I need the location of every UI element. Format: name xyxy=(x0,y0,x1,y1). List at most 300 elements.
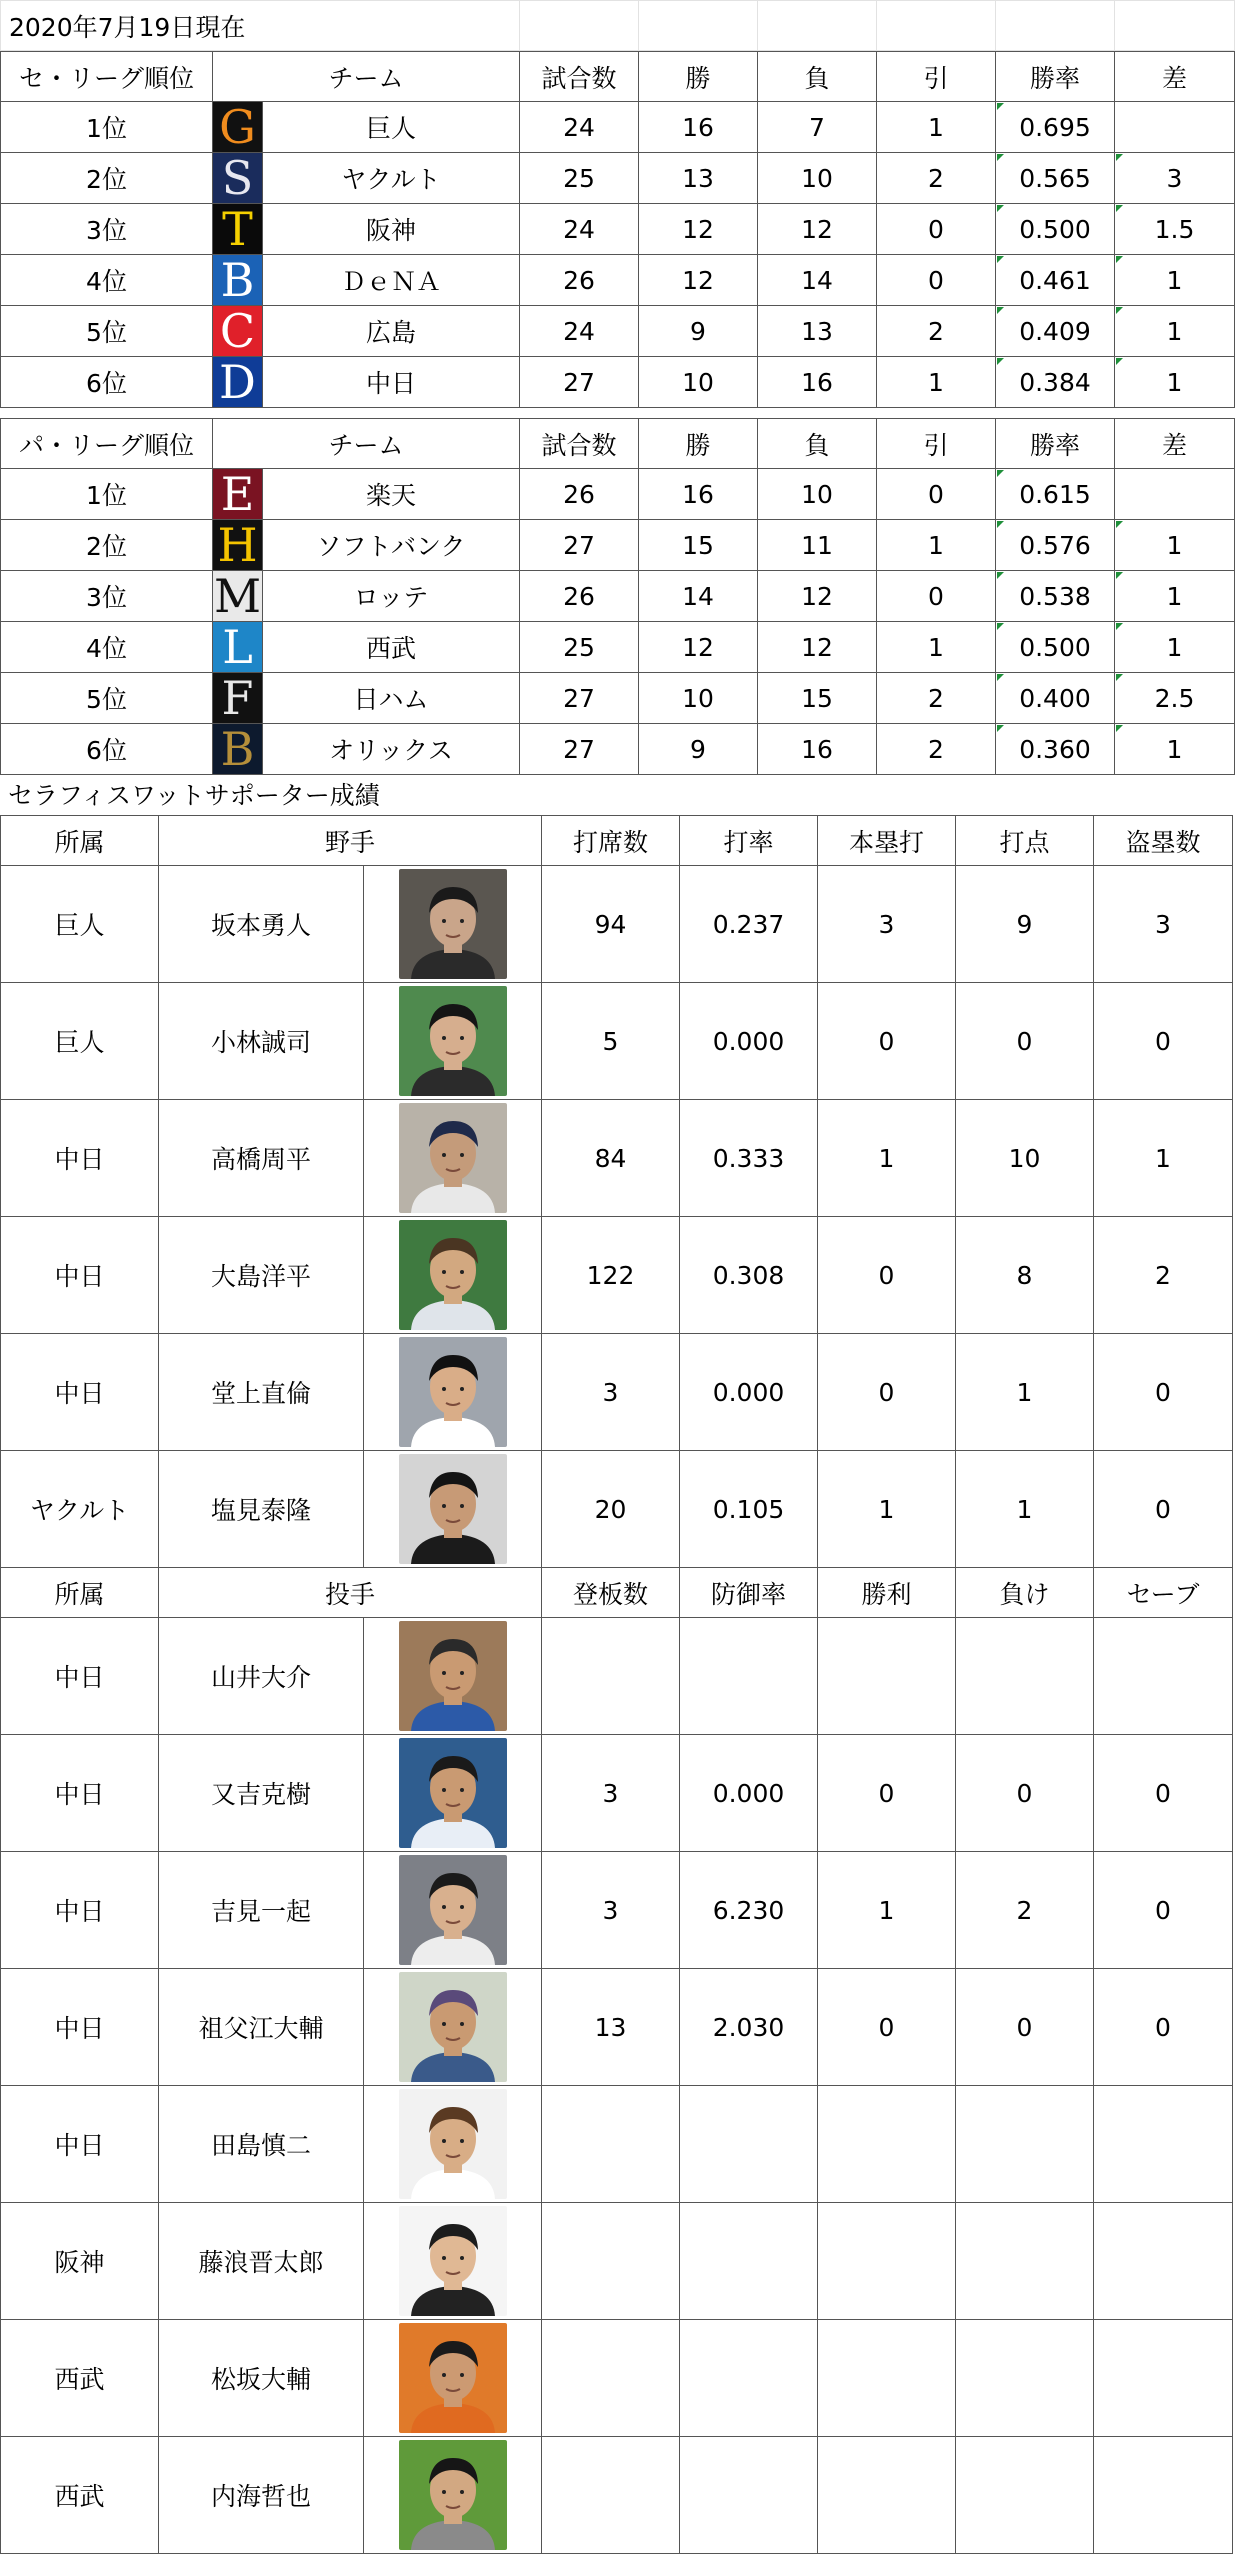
pitcher-row xyxy=(1,2320,1233,2437)
player-photo xyxy=(399,2089,507,2199)
team-name-cell: 中日 xyxy=(263,357,520,408)
team-logo-icon: B xyxy=(220,723,255,775)
batting-average-cell: 0.000 xyxy=(680,983,818,1100)
win-pct-cell: 0.384 xyxy=(996,357,1115,408)
pacific-league-standings xyxy=(0,418,1235,775)
affiliation-cell: 中日 xyxy=(1,1618,159,1735)
draws-cell: 0 xyxy=(877,571,996,622)
player-photo xyxy=(399,2206,507,2316)
appearances-cell: 3 xyxy=(542,1852,680,1969)
stolen-bases-cell: 0 xyxy=(1094,983,1233,1100)
player-photo-cell xyxy=(364,2203,542,2320)
win-pct-cell: 0.576 xyxy=(996,520,1115,571)
cell-marker-icon xyxy=(997,674,1004,681)
plate-appearances-cell: 3 xyxy=(542,1334,680,1451)
stolen-bases-cell: 3 xyxy=(1094,866,1233,983)
team-logo-cell xyxy=(213,571,263,622)
standings-row xyxy=(1,520,1235,571)
team-name-cell: 楽天 xyxy=(263,469,520,520)
rank-header: パ・リーグ順位 xyxy=(1,419,213,469)
games-cell: 24 xyxy=(520,102,639,153)
player-photo-cell xyxy=(364,1217,542,1334)
player-name-cell: 小林誠司 xyxy=(159,983,364,1100)
player-name-cell: 又吉克樹 xyxy=(159,1735,364,1852)
team-name-cell: 広島 xyxy=(263,306,520,357)
team-logo-cell xyxy=(213,724,263,775)
draws-cell: 0 xyxy=(877,204,996,255)
affiliation-cell: 中日 xyxy=(1,1735,159,1852)
player-name-cell: 塩見泰隆 xyxy=(159,1451,364,1568)
win-pct-cell: 0.400 xyxy=(996,673,1115,724)
team-name-cell: 巨人 xyxy=(263,102,520,153)
games-cell: 26 xyxy=(520,571,639,622)
losses-cell: 12 xyxy=(758,622,877,673)
pitcher-row xyxy=(1,1852,1233,1969)
era-cell: 0.000 xyxy=(680,1735,818,1852)
player-name-cell: 高橋周平 xyxy=(159,1100,364,1217)
affiliation-cell: 中日 xyxy=(1,1217,159,1334)
era-cell xyxy=(680,2086,818,2203)
batter-row xyxy=(1,1217,1233,1334)
standings-row xyxy=(1,724,1235,775)
losses-cell xyxy=(956,2203,1094,2320)
player-photo xyxy=(399,2440,507,2550)
plate-appearances-cell: 94 xyxy=(542,866,680,983)
rank-cell: 3位 xyxy=(1,571,213,622)
player-photo xyxy=(399,1738,507,1848)
team-name-cell: ヤクルト xyxy=(263,153,520,204)
standings-row xyxy=(1,102,1235,153)
win-pct-cell: 0.461 xyxy=(996,255,1115,306)
affiliation-cell: 西武 xyxy=(1,2320,159,2437)
appearances-cell xyxy=(542,2203,680,2320)
stolen-bases-cell: 0 xyxy=(1094,1334,1233,1451)
batter-row xyxy=(1,1334,1233,1451)
losses-cell: 13 xyxy=(758,306,877,357)
batter-row xyxy=(1,1100,1233,1217)
rbi-header: 打点 xyxy=(956,816,1094,866)
appearances-cell xyxy=(542,2437,680,2554)
rank-cell: 1位 xyxy=(1,102,213,153)
losses-cell: 14 xyxy=(758,255,877,306)
home-runs-cell: 0 xyxy=(818,1334,956,1451)
games-cell: 27 xyxy=(520,724,639,775)
team-logo-icon: M xyxy=(213,570,262,622)
games-behind-cell: 1 xyxy=(1115,357,1235,408)
wins-cell: 10 xyxy=(639,673,758,724)
saves-cell xyxy=(1094,2203,1233,2320)
wins-cell: 1 xyxy=(818,1852,956,1969)
era-cell: 2.030 xyxy=(680,1969,818,2086)
standings-row xyxy=(1,204,1235,255)
team-header: チーム xyxy=(213,419,520,469)
pitcher-row xyxy=(1,2086,1233,2203)
wins-cell: 16 xyxy=(639,102,758,153)
wins-header: 勝 xyxy=(639,419,758,469)
losses-cell: 12 xyxy=(758,204,877,255)
losses-cell: 0 xyxy=(956,1969,1094,2086)
games-cell: 27 xyxy=(520,673,639,724)
draws-cell: 2 xyxy=(877,724,996,775)
saves-cell: 0 xyxy=(1094,1852,1233,1969)
player-photo-cell xyxy=(364,1735,542,1852)
affiliation-cell: 中日 xyxy=(1,1969,159,2086)
player-photo xyxy=(399,1621,507,1731)
games-behind-cell: 3 xyxy=(1115,153,1235,204)
wins-cell: 0 xyxy=(818,1735,956,1852)
team-logo-cell xyxy=(213,520,263,571)
losses-cell: 11 xyxy=(758,520,877,571)
wins-cell: 12 xyxy=(639,204,758,255)
wins-cell: 12 xyxy=(639,255,758,306)
games-header: 試合数 xyxy=(520,419,639,469)
player-name-cell: 松坂大輔 xyxy=(159,2320,364,2437)
player-photo-cell xyxy=(364,1451,542,1568)
batting-average-cell: 0.308 xyxy=(680,1217,818,1334)
player-photo-cell xyxy=(364,1618,542,1735)
cell-marker-icon xyxy=(1116,572,1123,579)
losses-cell: 2 xyxy=(956,1852,1094,1969)
wins-cell xyxy=(818,2086,956,2203)
appearances-header: 登板数 xyxy=(542,1568,680,1618)
player-photo-cell xyxy=(364,1334,542,1451)
team-name-cell: ソフトバンク xyxy=(263,520,520,571)
win-pct-cell: 0.500 xyxy=(996,204,1115,255)
wins-cell xyxy=(818,2320,956,2437)
stolen-bases-header: 盗塁数 xyxy=(1094,816,1233,866)
stolen-bases-cell: 0 xyxy=(1094,1451,1233,1568)
saves-cell: 0 xyxy=(1094,1735,1233,1852)
team-logo-cell xyxy=(213,357,263,408)
losses-cell xyxy=(956,1618,1094,1735)
team-name-cell: 日ハム xyxy=(263,673,520,724)
games-cell: 26 xyxy=(520,255,639,306)
standings-row xyxy=(1,571,1235,622)
games-cell: 26 xyxy=(520,469,639,520)
team-logo-cell xyxy=(213,204,263,255)
team-name-cell: ＤｅＮＡ xyxy=(263,255,520,306)
draws-cell: 1 xyxy=(877,357,996,408)
draws-cell: 1 xyxy=(877,622,996,673)
team-logo-icon: H xyxy=(217,519,258,571)
saves-cell xyxy=(1094,2320,1233,2437)
rbi-cell: 1 xyxy=(956,1451,1094,1568)
rank-cell: 4位 xyxy=(1,255,213,306)
cell-marker-icon xyxy=(1116,307,1123,314)
plate-appearances-cell: 5 xyxy=(542,983,680,1100)
pitcher-header: 投手 xyxy=(159,1568,542,1618)
team-logo-cell xyxy=(213,255,263,306)
batting-average-cell: 0.237 xyxy=(680,866,818,983)
cell-marker-icon xyxy=(1116,154,1123,161)
home-runs-cell: 0 xyxy=(818,983,956,1100)
supporters-section-title: セラフィスワットサポーター成績 xyxy=(8,781,380,810)
appearances-cell: 3 xyxy=(542,1735,680,1852)
losses-header: 負 xyxy=(758,419,877,469)
stolen-bases-cell: 2 xyxy=(1094,1217,1233,1334)
home-runs-cell: 1 xyxy=(818,1100,956,1217)
pitcher-row xyxy=(1,2437,1233,2554)
player-header: 野手 xyxy=(159,816,542,866)
team-logo-cell xyxy=(213,673,263,724)
affiliation-cell: 阪神 xyxy=(1,2203,159,2320)
games-behind-cell: 1 xyxy=(1115,622,1235,673)
pct-header: 勝率 xyxy=(996,52,1115,102)
team-logo-icon: T xyxy=(222,203,253,255)
wins-header: 勝利 xyxy=(818,1568,956,1618)
player-name-cell: 大島洋平 xyxy=(159,1217,364,1334)
games-header: 試合数 xyxy=(520,52,639,102)
appearances-cell xyxy=(542,2320,680,2437)
win-pct-cell: 0.695 xyxy=(996,102,1115,153)
standings-row xyxy=(1,622,1235,673)
player-photo xyxy=(399,1103,507,1213)
draws-header: 引 xyxy=(877,419,996,469)
games-behind-cell xyxy=(1115,469,1235,520)
pitcher-row xyxy=(1,1618,1233,1735)
saves-cell xyxy=(1094,2086,1233,2203)
rbi-cell: 1 xyxy=(956,1334,1094,1451)
draws-header: 引 xyxy=(877,52,996,102)
plate-appearances-cell: 20 xyxy=(542,1451,680,1568)
wins-cell: 9 xyxy=(639,306,758,357)
team-header: チーム xyxy=(213,52,520,102)
losses-cell: 0 xyxy=(956,1735,1094,1852)
losses-cell: 16 xyxy=(758,724,877,775)
wins-cell: 0 xyxy=(818,1969,956,2086)
player-name-cell: 吉見一起 xyxy=(159,1852,364,1969)
losses-cell: 15 xyxy=(758,673,877,724)
cell-marker-icon xyxy=(1116,674,1123,681)
era-cell: 6.230 xyxy=(680,1852,818,1969)
home-runs-cell: 1 xyxy=(818,1451,956,1568)
player-photo-cell xyxy=(364,2086,542,2203)
player-name-cell: 祖父江大輔 xyxy=(159,1969,364,2086)
standings-row xyxy=(1,357,1235,408)
batter-row xyxy=(1,1451,1233,1568)
batters-header-row xyxy=(1,816,1233,866)
pitcher-row xyxy=(1,2203,1233,2320)
affiliation-header: 所属 xyxy=(1,1568,159,1618)
player-name-cell: 坂本勇人 xyxy=(159,866,364,983)
standings-row xyxy=(1,255,1235,306)
batting-average-header: 打率 xyxy=(680,816,818,866)
cell-marker-icon xyxy=(1116,521,1123,528)
cell-marker-icon xyxy=(997,307,1004,314)
player-name-cell: 田島慎二 xyxy=(159,2086,364,2203)
rank-cell: 6位 xyxy=(1,357,213,408)
win-pct-cell: 0.500 xyxy=(996,622,1115,673)
affiliation-cell: ヤクルト xyxy=(1,1451,159,1568)
losses-cell xyxy=(956,2320,1094,2437)
games-behind-cell: 1.5 xyxy=(1115,204,1235,255)
team-logo-icon: E xyxy=(220,468,255,520)
rank-header: セ・リーグ順位 xyxy=(1,52,213,102)
home-runs-cell: 3 xyxy=(818,866,956,983)
gb-header: 差 xyxy=(1115,52,1235,102)
rank-cell: 4位 xyxy=(1,622,213,673)
player-photo xyxy=(399,1855,507,1965)
affiliation-header: 所属 xyxy=(1,816,159,866)
cell-marker-icon xyxy=(1116,725,1123,732)
cell-marker-icon xyxy=(1116,205,1123,212)
batting-average-cell: 0.105 xyxy=(680,1451,818,1568)
home-runs-cell: 0 xyxy=(818,1217,956,1334)
affiliation-cell: 中日 xyxy=(1,1852,159,1969)
standings-row xyxy=(1,306,1235,357)
standings-row xyxy=(1,153,1235,204)
draws-cell: 1 xyxy=(877,520,996,571)
pitcher-row xyxy=(1,1969,1233,2086)
player-photo-cell xyxy=(364,1969,542,2086)
batter-row xyxy=(1,866,1233,983)
player-photo xyxy=(399,1972,507,2082)
losses-cell xyxy=(956,2086,1094,2203)
wins-cell: 16 xyxy=(639,469,758,520)
draws-cell: 2 xyxy=(877,153,996,204)
win-pct-cell: 0.360 xyxy=(996,724,1115,775)
cell-marker-icon xyxy=(1116,623,1123,630)
player-photo xyxy=(399,986,507,1096)
saves-cell xyxy=(1094,2437,1233,2554)
wins-cell: 9 xyxy=(639,724,758,775)
cell-marker-icon xyxy=(997,623,1004,630)
player-photo-cell xyxy=(364,1100,542,1217)
cell-marker-icon xyxy=(1116,256,1123,263)
home-runs-header: 本塁打 xyxy=(818,816,956,866)
team-logo-cell xyxy=(213,469,263,520)
losses-cell xyxy=(956,2437,1094,2554)
team-name-cell: ロッテ xyxy=(263,571,520,622)
affiliation-cell: 西武 xyxy=(1,2437,159,2554)
batter-row xyxy=(1,983,1233,1100)
wins-cell: 10 xyxy=(639,357,758,408)
pitchers-header-row xyxy=(1,1568,1233,1618)
player-photo-cell xyxy=(364,866,542,983)
as-of-date: 2020年7月19日現在 xyxy=(1,1,520,51)
team-logo-cell xyxy=(213,102,263,153)
rbi-cell: 8 xyxy=(956,1217,1094,1334)
games-cell: 24 xyxy=(520,306,639,357)
player-photo xyxy=(399,869,507,979)
affiliation-cell: 中日 xyxy=(1,2086,159,2203)
cell-marker-icon xyxy=(997,470,1004,477)
appearances-cell xyxy=(542,1618,680,1735)
affiliation-cell: 巨人 xyxy=(1,983,159,1100)
losses-header: 負 xyxy=(758,52,877,102)
games-behind-cell: 1 xyxy=(1115,724,1235,775)
plate-appearances-cell: 84 xyxy=(542,1100,680,1217)
plate-appearances-cell: 122 xyxy=(542,1217,680,1334)
pct-header: 勝率 xyxy=(996,419,1115,469)
player-photo-cell xyxy=(364,1852,542,1969)
batting-average-cell: 0.000 xyxy=(680,1334,818,1451)
losses-cell: 10 xyxy=(758,469,877,520)
rbi-cell: 0 xyxy=(956,983,1094,1100)
wins-cell: 12 xyxy=(639,622,758,673)
rank-cell: 3位 xyxy=(1,204,213,255)
cell-marker-icon xyxy=(997,205,1004,212)
games-cell: 25 xyxy=(520,622,639,673)
cell-marker-icon xyxy=(1116,358,1123,365)
cell-marker-icon xyxy=(997,358,1004,365)
draws-cell: 1 xyxy=(877,102,996,153)
rank-cell: 1位 xyxy=(1,469,213,520)
player-name-cell: 山井大介 xyxy=(159,1618,364,1735)
wins-cell xyxy=(818,1618,956,1735)
win-pct-cell: 0.615 xyxy=(996,469,1115,520)
saves-cell: 0 xyxy=(1094,1969,1233,2086)
games-cell: 25 xyxy=(520,153,639,204)
era-header: 防御率 xyxy=(680,1568,818,1618)
wins-cell: 14 xyxy=(639,571,758,622)
win-pct-cell: 0.538 xyxy=(996,571,1115,622)
losses-header: 負け xyxy=(956,1568,1094,1618)
team-logo-icon: C xyxy=(219,305,256,357)
team-logo-cell xyxy=(213,306,263,357)
team-logo-cell xyxy=(213,622,263,673)
affiliation-cell: 中日 xyxy=(1,1334,159,1451)
team-name-cell: 阪神 xyxy=(263,204,520,255)
losses-cell: 16 xyxy=(758,357,877,408)
era-cell xyxy=(680,2320,818,2437)
era-cell xyxy=(680,2437,818,2554)
supporter-stats-table xyxy=(0,815,1233,2554)
draws-cell: 2 xyxy=(877,306,996,357)
player-photo xyxy=(399,1337,507,1447)
wins-cell xyxy=(818,2203,956,2320)
games-cell: 24 xyxy=(520,204,639,255)
wins-cell: 15 xyxy=(639,520,758,571)
wins-cell: 13 xyxy=(639,153,758,204)
cell-marker-icon xyxy=(997,103,1004,110)
player-photo xyxy=(399,1454,507,1564)
team-logo-icon: L xyxy=(222,621,253,673)
era-cell xyxy=(680,2203,818,2320)
player-name-cell: 内海哲也 xyxy=(159,2437,364,2554)
rank-cell: 2位 xyxy=(1,520,213,571)
team-logo-cell xyxy=(213,153,263,204)
central-league-standings xyxy=(0,51,1235,408)
games-behind-cell: 1 xyxy=(1115,255,1235,306)
draws-cell: 0 xyxy=(877,469,996,520)
games-cell: 27 xyxy=(520,357,639,408)
team-name-cell: 西武 xyxy=(263,622,520,673)
cell-marker-icon xyxy=(997,521,1004,528)
player-photo xyxy=(399,1220,507,1330)
draws-cell: 2 xyxy=(877,673,996,724)
era-cell xyxy=(680,1618,818,1735)
standings-header-row xyxy=(1,52,1235,102)
games-behind-cell xyxy=(1115,102,1235,153)
games-behind-cell: 1 xyxy=(1115,306,1235,357)
games-behind-cell: 2.5 xyxy=(1115,673,1235,724)
standings-row xyxy=(1,673,1235,724)
cell-marker-icon xyxy=(997,154,1004,161)
losses-cell: 7 xyxy=(758,102,877,153)
team-logo-icon: B xyxy=(220,254,255,306)
games-behind-cell: 1 xyxy=(1115,571,1235,622)
rank-cell: 5位 xyxy=(1,673,213,724)
standings-header-row xyxy=(1,419,1235,469)
appearances-cell: 13 xyxy=(542,1969,680,2086)
affiliation-cell: 巨人 xyxy=(1,866,159,983)
player-photo xyxy=(399,2323,507,2433)
plate-appearances-header: 打席数 xyxy=(542,816,680,866)
batting-average-cell: 0.333 xyxy=(680,1100,818,1217)
games-cell: 27 xyxy=(520,520,639,571)
rbi-cell: 9 xyxy=(956,866,1094,983)
